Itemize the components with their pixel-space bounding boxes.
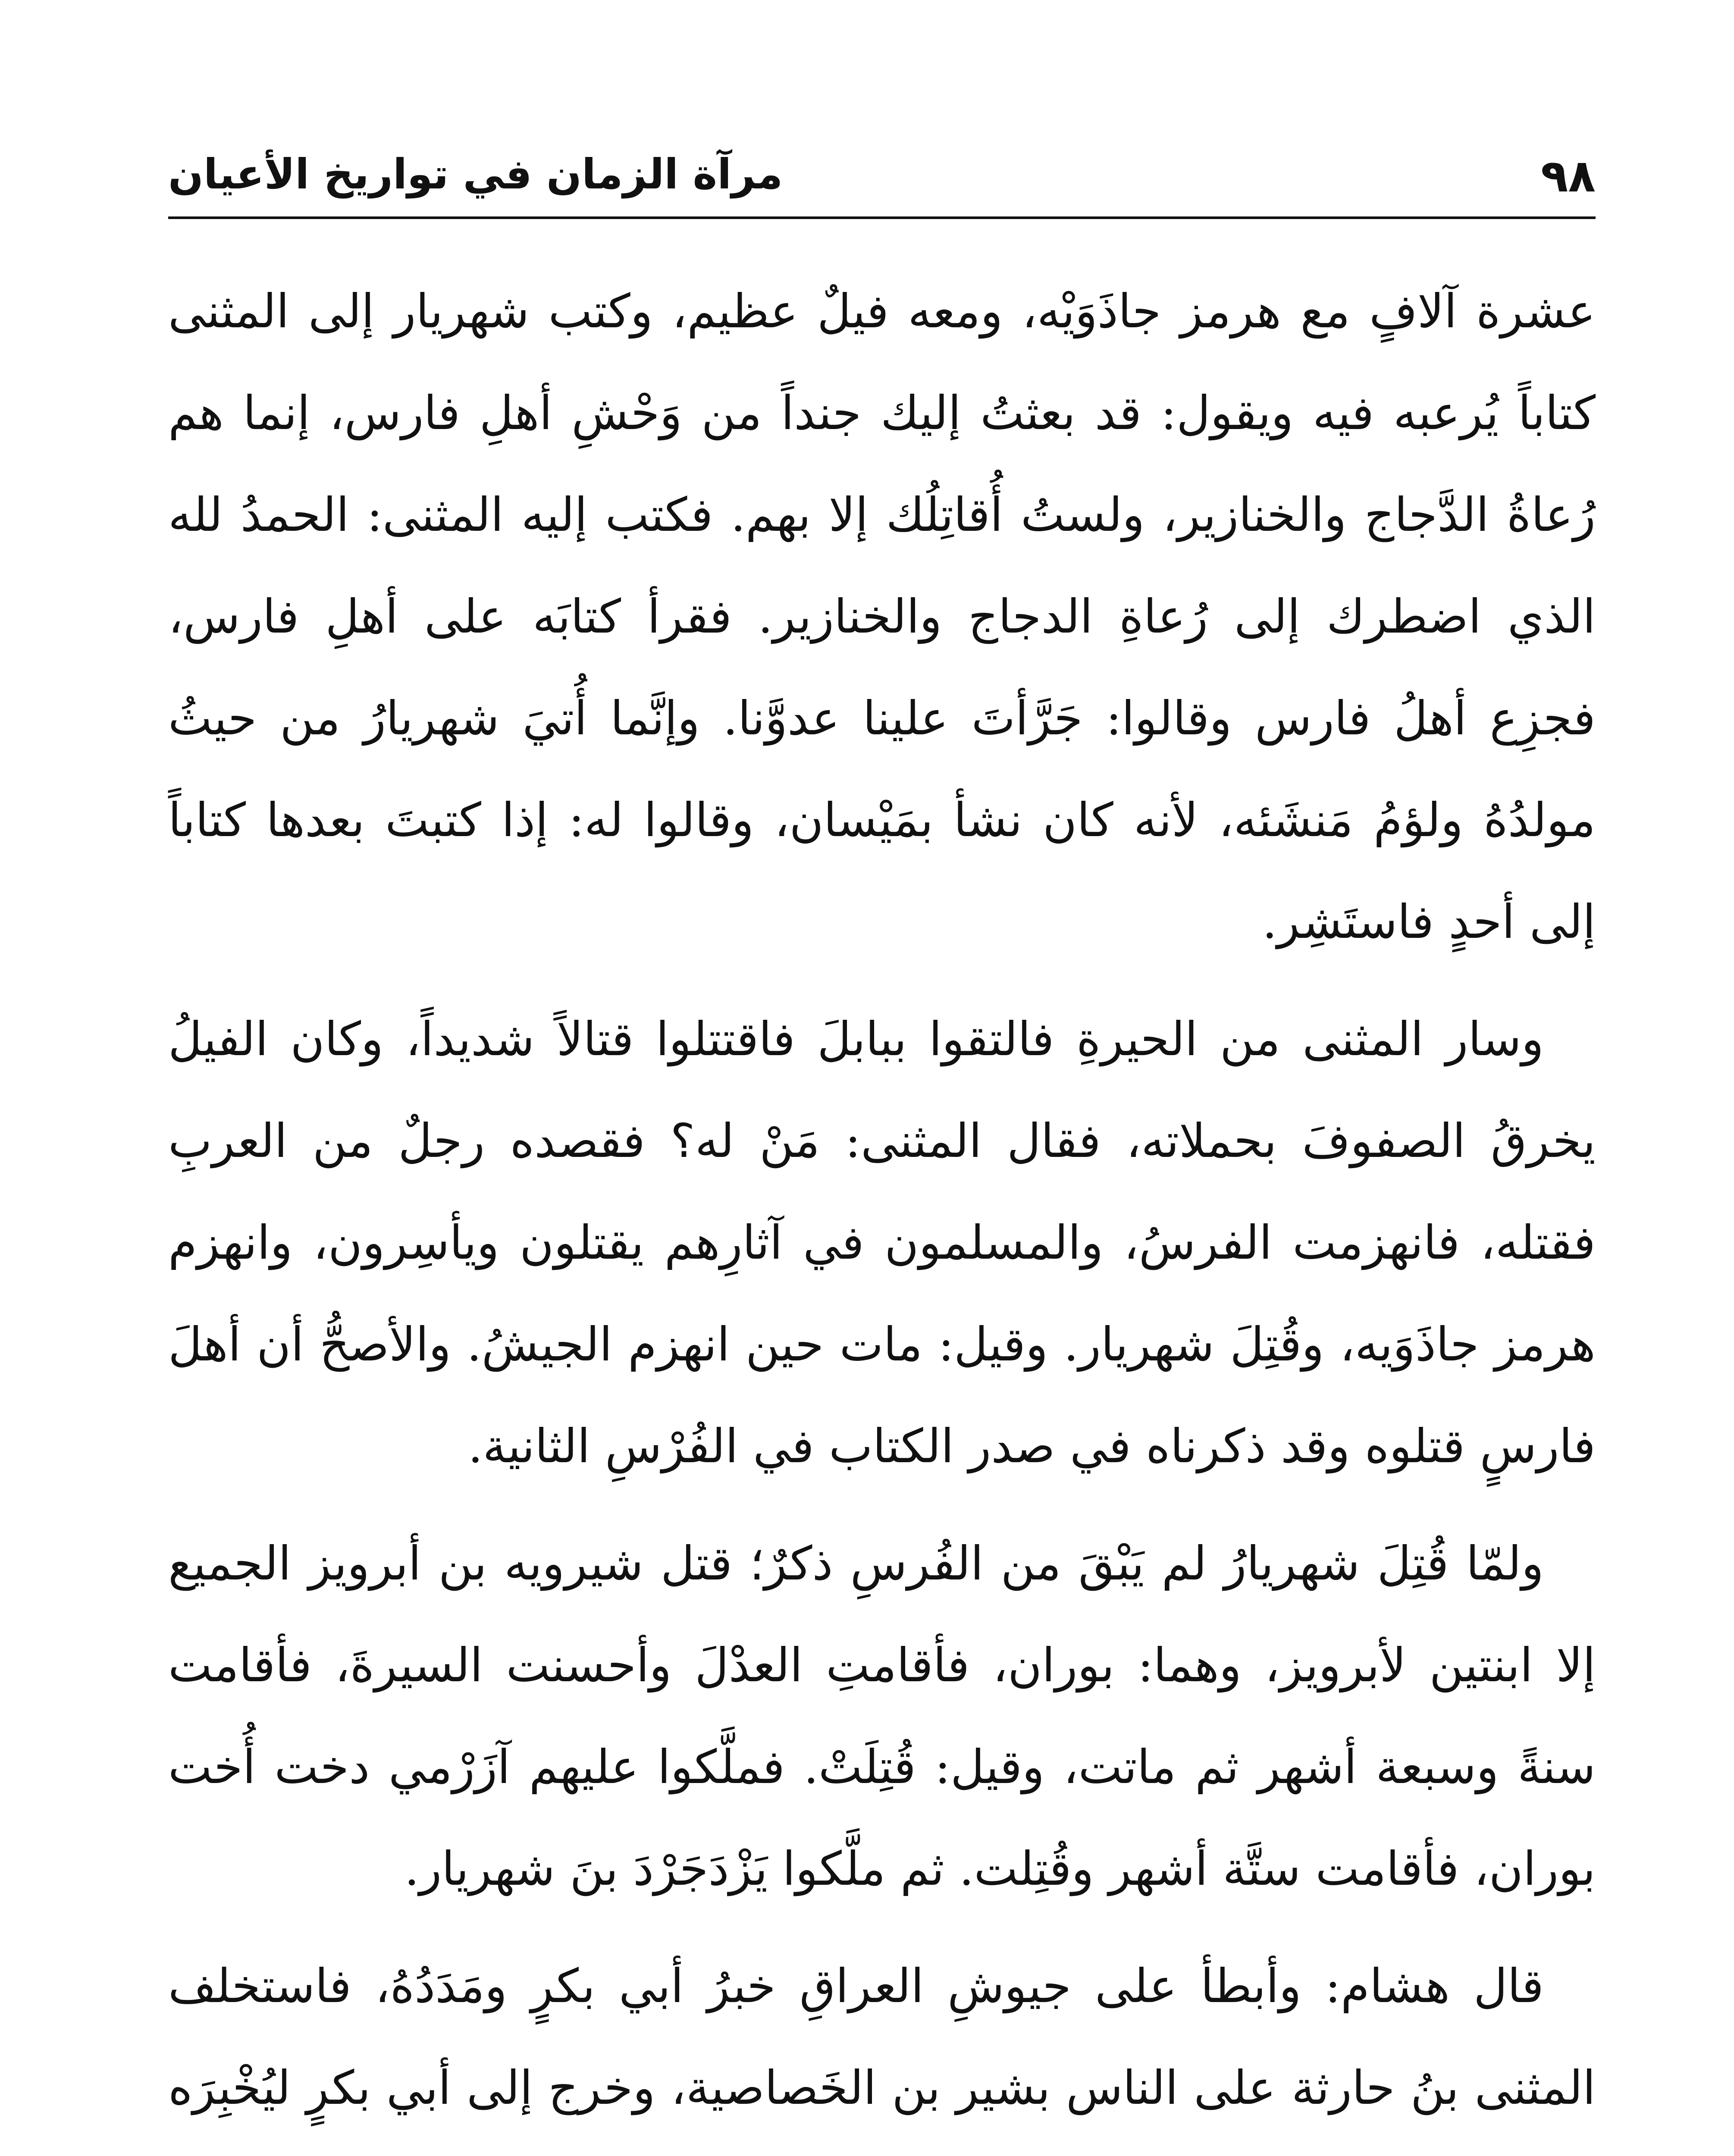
paragraph-3: ولمّا قُتِلَ شهريارُ لم يَبْقَ من الفُرسِ ذكرٌ؛ قتل شيرويه بن أبرويز الجميع إلا ابنتين لأبرويز، وهما: بوران، فأقامتِ العدْلَ وأحسنت السيرةَ، فأقامت سنةً وسبعة أشهر ثم ماتت، وقيل: قُتِلَتْ. فملَّكوا عليهم آزَرْمي دخت أُخت بوران، فأقامت ستَّة أشهر وقُتِلت. ثم ملَّكوا يَزْدَجَرْدَ بنَ شهريار. — [168, 1537, 1596, 1896]
header-divider — [168, 216, 1596, 219]
paragraph-2: وسار المثنى من الحيرةِ فالتقوا ببابلَ فاقتتلوا قتالاً شديداً، وكان الفيلُ يخرقُ الصفوفَ بحملاته، فقال المثنى: مَنْ له؟ فقصده رجلٌ من العربِ فقتله، فانهزمت الفرسُ، والمسلمون في آثارِهم يقتلون ويأسِرون، وانهزم هرمز جاذَوَيه، وقُتِلَ شهريار. وقيل: مات حين انهزم الجيشُ. والأصحُّ أن أهلَ فارسٍ قتلوه وقد ذكرناه في صدر الكتاب في الفُرْسِ الثانية. — [168, 1012, 1596, 1473]
paragraph-1: عشرة آلافٍ مع هرمز جاذَوَيْه، ومعه فيلٌ عظيم، وكتب شهريار إلى المثنى كتاباً يُرعبه فيه ويقول: قد بعثتُ إليك جنداً من وَحْشِ أهلِ فارس، إنما هم رُعاةُ الدَّجاج والخنازير، ولستُ أُقاتِلُك إلا بهم. فكتب إليه المثنى: الحمدُ لله الذي اضطرك إلى رُعاةِ الدجاج والخنازير. فقرأ كتابَه على أهلِ فارس، فجزِع أهلُ فارس وقالوا: جَرَّأتَ علينا عدوَّنا. وإنَّما أُتيَ شهريارُ من حيثُ مولدُهُ ولؤمُ مَنشَئه، لأنه كان نشأ بمَيْسان، وقالوا له: إذا كتبتَ بعدها كتاباً إلى أحدٍ فاستَشِر. — [168, 285, 1596, 949]
paragraph-4: قال هشام: وأبطأ على جيوشِ العراقِ خبرُ أبي بكرٍ ومَدَدُهُ، فاستخلف المثنى بنُ حارثة على الناس بشير بن الخَصاصية، وخرج إلى أبي بكرٍ ليُخْبِرَه — [168, 1959, 1596, 2115]
page-body — [168, 261, 1596, 2156]
book-title: مرآة الزمان في تواريخ الأعيان — [168, 150, 783, 198]
page-number: ٩٨ — [1541, 150, 1596, 202]
page-header — [168, 138, 1596, 224]
